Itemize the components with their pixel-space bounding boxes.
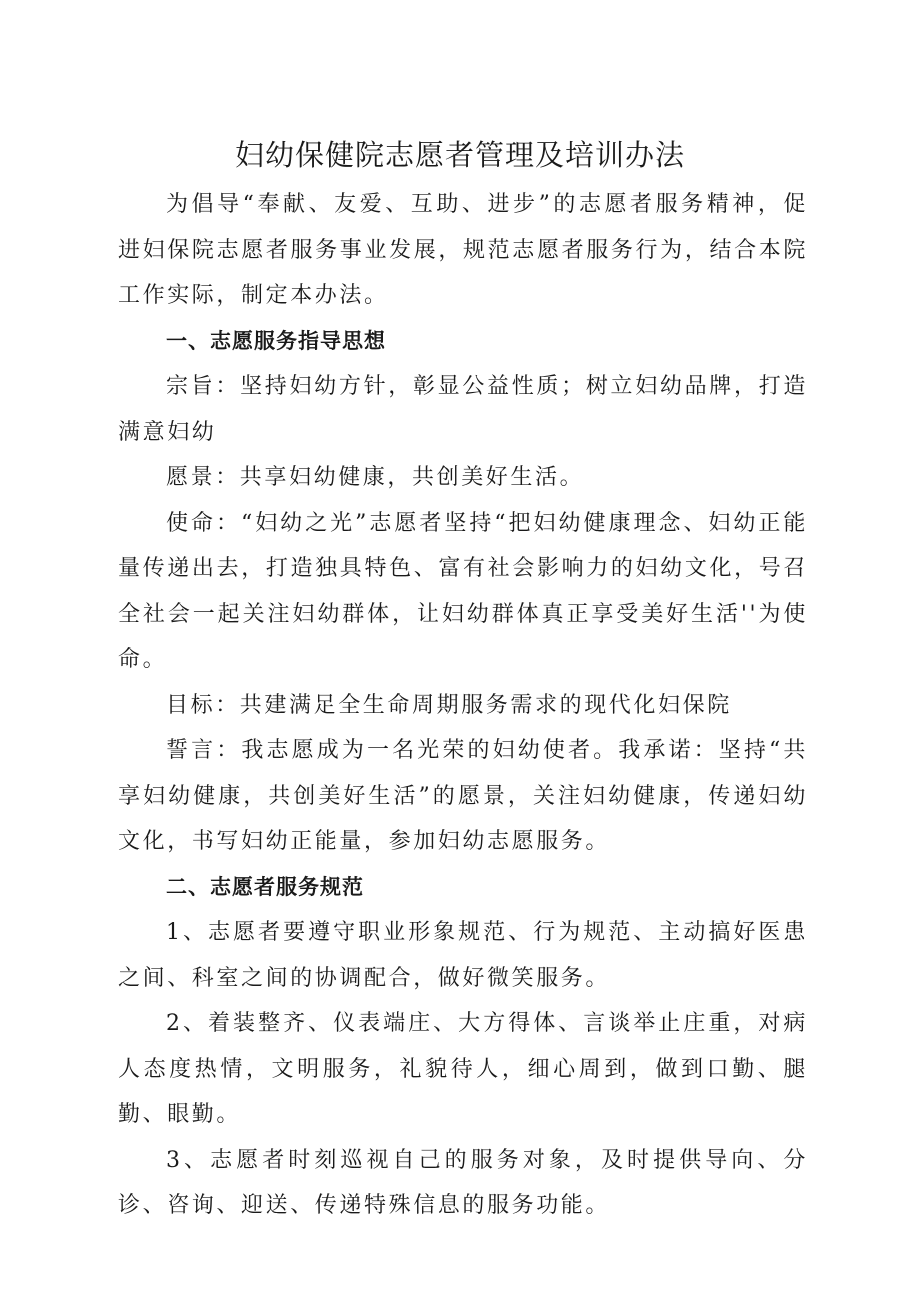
document-title: 妇幼保健院志愿者管理及培训办法 bbox=[234, 138, 685, 172]
goal-paragraph: 目标：共建满足全生命周期服务需求的现代化妇保院 bbox=[166, 692, 732, 718]
section-1-heading: 一、志愿服务指导思想 bbox=[166, 328, 386, 353]
service-rule-3: 3、志愿者时刻巡视自己的服务对象，及时提供导向、分诊、咨询、迎送、传递特殊信息的服务功能。 bbox=[118, 1147, 808, 1218]
intro-paragraph: 为倡导“奉献、友爱、互助、进步”的志愿者服务精神，促进妇保院志愿者服务事业发展，规范志愿者服务行为，结合本院工作实际，制定本办法。 bbox=[118, 192, 808, 308]
section-2-heading: 二、志愿者服务规范 bbox=[166, 874, 364, 899]
document-body bbox=[118, 182, 808, 1229]
oath-paragraph: 誓言：我志愿成为一名光荣的妇幼使者。我承诺：坚持“共享妇幼健康，共创美好生活”的愿景，关注妇幼健康，传递妇幼文化，书写妇幼正能量，参加妇幼志愿服务。 bbox=[118, 738, 808, 854]
service-rule-2: 2、着装整齐、仪表端庄、大方得体、言谈举止庄重，对病人态度热情，文明服务，礼貌待人，细心周到，做到口勤、腿勤、眼勤。 bbox=[118, 1011, 808, 1127]
vision-paragraph: 愿景：共享妇幼健康，共创美好生活。 bbox=[166, 465, 585, 490]
service-rule-1: 1、志愿者要遵守职业形象规范、行为规范、主动搞好医患之间、科室之间的协调配合，做好微笑服务。 bbox=[118, 920, 808, 991]
purpose-paragraph: 宗旨：坚持妇幼方针，彰显公益性质；树立妇幼品牌，打造满意妇幼 bbox=[118, 374, 808, 445]
mission-paragraph: 使命：“妇幼之光”志愿者坚持“把妇幼健康理念、妇幼正能量传递出去，打造独具特色、富有社会影响力的妇幼文化，号召全社会一起关注妇幼群体，让妇幼群体真正享受美好生活''为使命。 bbox=[118, 510, 808, 672]
